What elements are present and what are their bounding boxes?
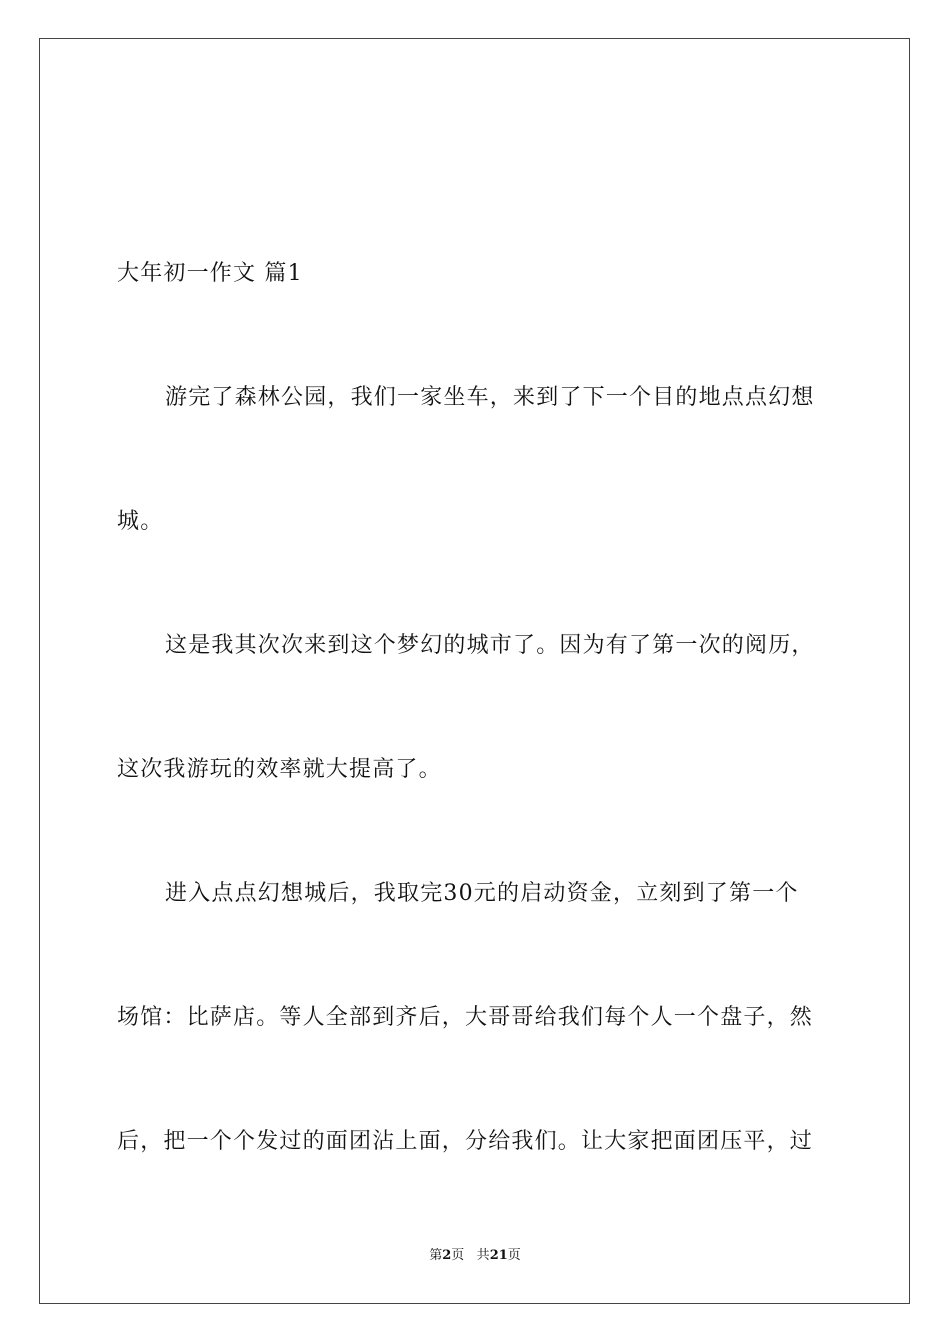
paragraph-line: 这次我游玩的效率就大提高了。 <box>117 757 442 782</box>
paragraph-line: 后，把一个个发过的面团沾上面，分给我们。让大家把面团压平，过 <box>117 1129 814 1154</box>
page-prefix: 第 <box>429 1248 443 1263</box>
page-border <box>39 38 910 1304</box>
total-prefix: 共 <box>476 1248 490 1263</box>
paragraph-line: 这是我其次次来到这个梦幻的城市了。因为有了第一次的阅历， <box>165 633 815 658</box>
paragraph-line: 游完了森林公园，我们一家坐车，来到了下一个目的地点点幻想 <box>165 385 815 410</box>
page-footer <box>0 1247 950 1265</box>
paragraph-line: 城。 <box>117 509 164 534</box>
page-number: 2 <box>442 1248 452 1263</box>
document-title: 大年初一作文 篇1 <box>117 261 303 286</box>
page-suffix: 页 <box>451 1248 465 1263</box>
paragraph-line: 场馆：比萨店。等人全部到齐后，大哥哥给我们每个人一个盘子，然 <box>117 1005 814 1030</box>
total-suffix: 页 <box>507 1248 521 1263</box>
paragraph-line: 进入点点幻想城后，我取完30元的启动资金，立刻到了第一个 <box>165 881 799 906</box>
total-pages: 21 <box>489 1248 508 1263</box>
